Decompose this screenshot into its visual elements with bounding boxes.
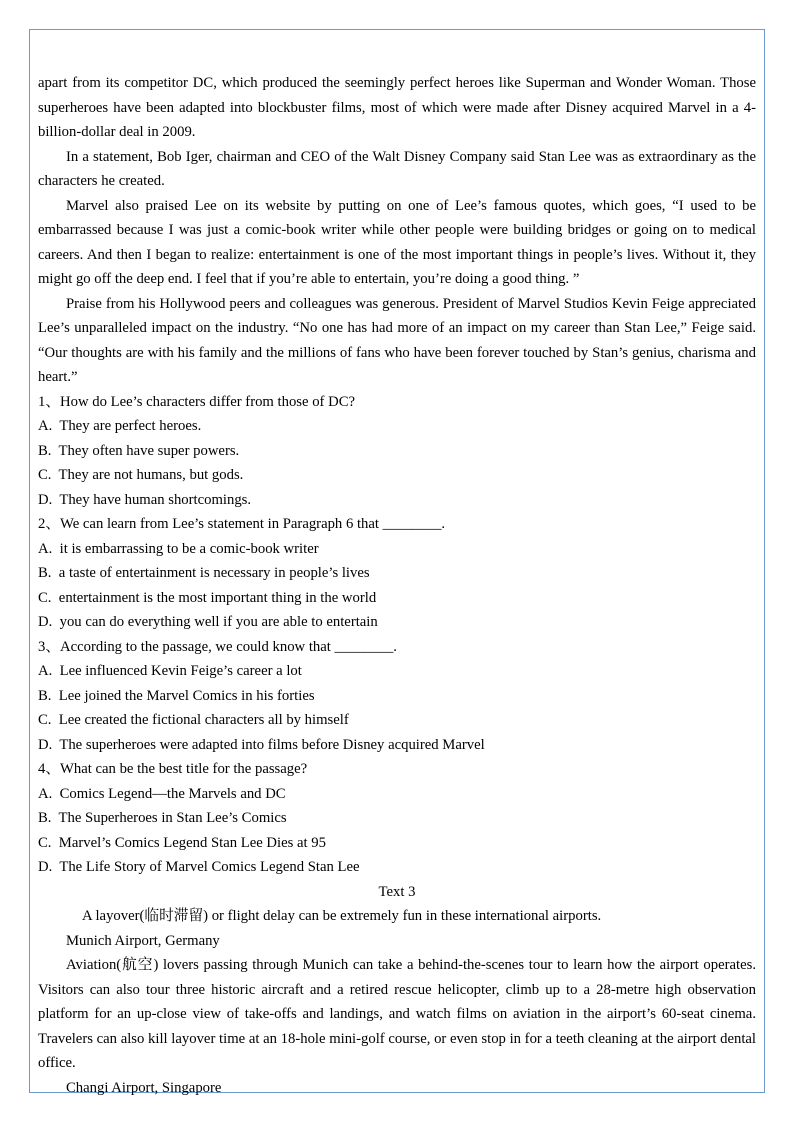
answer-option: C. entertainment is the most important thing in the world xyxy=(38,589,377,606)
paragraph: Aviation(航空) lovers passing through Munich can take a behind-the-scenes tour to learn how the airport operates. Visitors can also tour three historic aircraft and a retired rescue helicopter, climb up to a 28-metre high observation platform for an up-close view of take-offs and landings, and watch films on aviation in the airport’s 60-seat cinema. Travelers can also kill layover time at an 18-hole mini-golf course, or even stop in for a teeth cleaning at the airport dental office. xyxy=(38,957,756,1071)
answer-option: D. The superheroes were adapted into films before Disney acquired Marvel xyxy=(38,736,485,753)
answer-option: D. you can do everything well if you are able to entertain xyxy=(38,614,378,630)
answer-option: B. Lee joined the Marvel Comics in his forties xyxy=(38,687,315,704)
answer-option: A. Comics Legend—the Marvels and DC xyxy=(38,785,286,802)
answer-option: B. a taste of entertainment is necessary in people’s lives xyxy=(38,565,370,581)
answer-option: B. The Superheroes in Stan Lee’s Comics xyxy=(38,810,287,826)
question-stem: 3、According to the passage, we could know that ________. xyxy=(38,638,397,655)
paragraph: Praise from his Hollywood peers and colleagues was generous. President of Marvel Studios Kevin Feige appreciated Lee’s unparalleled impact on the industry. “No one has had more of an impact on my career than Stan Lee,” Feige said. “Our thoughts are with his family and the millions of fans who have been forever touched by Stan’s genius, charisma and heart.” xyxy=(38,295,756,385)
paragraph: Munich Airport, Germany xyxy=(66,932,220,949)
answer-option: D. They have human shortcomings. xyxy=(38,491,252,508)
question-stem: 4、What can be the best title for the passage? xyxy=(38,761,308,777)
answer-option: A. it is embarrassing to be a comic-book writer xyxy=(38,540,319,557)
paragraph: apart from its competitor DC, which produced the seemingly perfect heroes like Superman and Wonder Woman. Those superheroes have been adapted into blockbuster films, most of which were made after Disney acquired Marvel in a 4-billion-dollar deal in 2009. xyxy=(38,75,756,140)
answer-option: C. Marvel’s Comics Legend Stan Lee Dies at 95 xyxy=(38,834,326,851)
document-body xyxy=(38,71,756,1100)
answer-option: D. The Life Story of Marvel Comics Legend Stan Lee xyxy=(38,859,360,875)
paragraph: A layover(临时滞留) or flight delay can be extremely fun in these international airports. xyxy=(82,908,602,924)
answer-option: A. They are perfect heroes. xyxy=(38,418,202,434)
paragraph: In a statement, Bob Iger, chairman and CEO of the Walt Disney Company said Stan Lee was as extraordinary as the characters he created. xyxy=(38,148,756,189)
answer-option: C. They are not humans, but gods. xyxy=(38,467,244,483)
section-heading: Text 3 xyxy=(378,883,416,900)
answer-option: A. Lee influenced Kevin Feige’s career a lot xyxy=(38,663,302,679)
question-stem: 2、We can learn from Lee’s statement in Paragraph 6 that ________. xyxy=(38,516,446,532)
paragraph: Marvel also praised Lee on its website by putting on one of Lee’s famous quotes, which goes, “I used to be embarrassed because I was just a comic-book writer while other people were building bridges or going on to medical careers. And then I began to realize: entertainment is one of the most important things in people’s lives. Without it, they might go off the deep end. I feel that if you’re able to entertain, you’re doing a good thing. ” xyxy=(38,197,756,287)
answer-option: C. Lee created the fictional characters all by himself xyxy=(38,712,349,728)
question-stem: 1、How do Lee’s characters differ from those of DC? xyxy=(38,393,356,410)
paragraph: Changi Airport, Singapore xyxy=(66,1079,222,1096)
answer-option: B. They often have super powers. xyxy=(38,442,240,459)
